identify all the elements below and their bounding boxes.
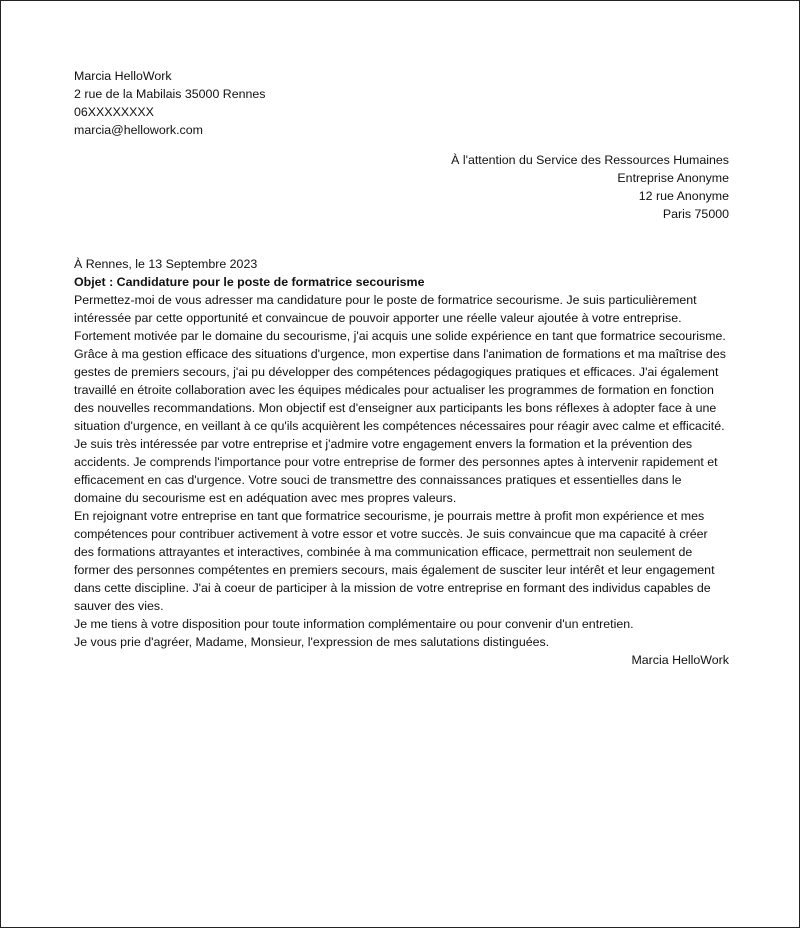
paragraph-1: Permettez-moi de vous adresser ma candidature pour le poste de formatrice secourisme. Je suis particulièrement intéressée par cette opportunité et convaincue de pouvoir apporter une réelle valeur ajoutée à votre entreprise. [74, 293, 697, 325]
letter-content [74, 67, 729, 669]
recipient-company: Entreprise Anonyme [617, 171, 729, 185]
sender-address: 2 rue de la Mabilais 35000 Rennes [74, 87, 266, 101]
paragraph-4: En rejoignant votre entreprise en tant que formatrice secourisme, je pourrais mettre à profit mon expérience et mes compétences pour contribuer activement à votre essor et votre succès. Je suis convaincue que ma capacité à créer des formations attrayantes et interactives, combinée à ma communication efficace, permettrait non seulement de former des personnes compétentes en premiers secours, mais également de susciter leur intérêt et leur engagement dans cette discipline. J'ai à coeur de participer à la mission de votre entreprise en formant des individus capables de sauver des vies. [74, 509, 715, 613]
sender-name: Marcia HelloWork [74, 69, 172, 83]
sender-phone: 06XXXXXXXX [74, 105, 154, 119]
signature: Marcia HelloWork [631, 653, 729, 667]
sender-email: marcia@hellowork.com [74, 123, 203, 137]
recipient-street: 12 rue Anonyme [638, 189, 729, 203]
closing-line: Je vous prie d'agréer, Madame, Monsieur, l'expression de mes salutations distinguées. [74, 635, 550, 649]
paragraph-3: Je suis très intéressée par votre entreprise et j'admire votre engagement envers la formation et la prévention des accidents. Je comprends l'importance pour votre entreprise de former des personnes aptes à intervenir rapidement et efficacement en cas d'urgence. Votre souci de transmettre des connaissances pratiques et essentielles dans le domaine du secourisme est en adéquation avec mes propres valeurs. [74, 437, 718, 505]
recipient-attention: À l'attention du Service des Ressources Humaines [451, 153, 729, 167]
recipient-block [74, 151, 729, 223]
subject-line: Objet : Candidature pour le poste de formatrice secourisme [74, 275, 425, 289]
paragraph-2: Fortement motivée par le domaine du secourisme, j'ai acquis une solide expérience en tant que formatrice secourisme. Grâce à ma gestion efficace des situations d'urgence, mon expertise dans l'animation de formations et ma maîtrise des gestes de premiers secours, j'ai pu développer des compétences pédagogiques pratiques et efficaces. J'ai également travaillé en étroite collaboration avec les équipes médicales pour actualiser les programmes de formation en fonction des nouvelles recommandations. Mon objectif est d'enseigner aux participants les bons réflexes à adopter face à une situation d'urgence, en veillant à ce qu'ils acquièrent les compétences nécessaires pour réagir avec calme et efficacité. [74, 329, 726, 433]
sender-block [74, 67, 729, 139]
recipient-city: Paris 75000 [662, 207, 729, 221]
date-line: À Rennes, le 13 Septembre 2023 [74, 257, 258, 271]
paragraph-5: Je me tiens à votre disposition pour toute information complémentaire ou pour convenir d'un entretien. [74, 617, 634, 631]
